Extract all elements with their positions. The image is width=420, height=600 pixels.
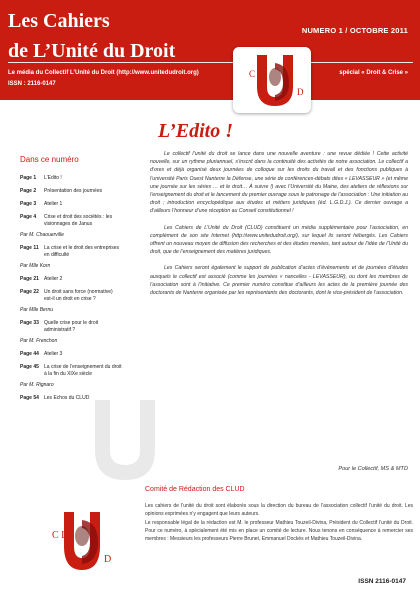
logo-watermark-icon: [70, 390, 170, 490]
toc-page-number: Page 45: [20, 364, 39, 370]
journal-title-line2: de L’Unité du Droit: [8, 40, 176, 62]
comite-paragraph: Les cahiers de l’unité du droit sont élaborés sous la direction du bureau de l’association collectif l’unité du droit. Les opinions exprimées n’y engagent que leurs auteurs.: [145, 503, 413, 517]
issue-label: NUMERO 1 / OCTOBRE 2011: [301, 26, 408, 35]
toc-list: [20, 175, 124, 408]
toc-item: [20, 276, 124, 283]
toc-entry-author: Par Mlle Korn: [20, 263, 51, 269]
header-issn: ISSN : 2116-0147: [8, 81, 56, 87]
edito-paragraph: Les Cahiers de L’Unité du Droit (CLUD) constituent un média supplémentaire pour l’association, en complément de son site Internet (http://www.unitedudroit.org/), sur lequel ils seront hébergés. Les Cahiers offrent un nouveau moyen de diffusion des recherches et des études menées, tant autour de l’idée de l’Unité du droit, que de l’enseignement des matières juridiques.: [150, 224, 408, 256]
logo-letter-c: C L: [249, 69, 263, 79]
toc-page-number: Page 4: [20, 214, 37, 220]
toc-entry-title: Quelle crise pour le droit administratif ?: [44, 320, 99, 333]
toc-item: [20, 351, 124, 358]
comite-paragraph: Le responsable légal de la rédaction est M. le professeur Mathieu Touzeil-Divina, Président du Collectif l’unité du Droit. Pour ce numéro, à spécialement été mis en place un comité de lecture. Nous tenons en conséquence à remercier ses membres : Messieurs les professeurs Pierre Brunet, Emmanuel Dockès et Mathieu Touzeil-Divina.: [145, 520, 413, 542]
toc-page-number: Page 2: [20, 188, 37, 194]
toc-entry-title: Atelier 3: [44, 351, 63, 357]
toc-entry-title: Atelier 1: [44, 201, 63, 207]
toc-entry-title: Présentation des journées: [44, 188, 103, 194]
journal-title-line1: Les Cahiers: [8, 10, 110, 32]
toc-item: [20, 289, 124, 314]
toc-heading: Dans ce numéro: [20, 155, 79, 164]
toc-entry-title: La crise de l’enseignement du droit à la fin du XIXe siècle: [44, 364, 122, 377]
toc-item: [20, 188, 124, 195]
toc-entry-title: Les Echos du CLUD: [44, 395, 90, 401]
toc-page-number: Page 33: [20, 320, 39, 326]
toc-item: [20, 320, 124, 345]
toc-entry-title: Atelier 2: [44, 276, 63, 282]
comite-title: Comité de Rédaction des CLUD: [145, 486, 245, 493]
header-tagline: Le média du Collectif L’Unité du Droit (http://www.unitedudroit.org): [8, 70, 199, 76]
clud-logo-bottom-icon: [44, 506, 114, 576]
toc-entry-title: La crise et le droit des entreprises en difficulté: [44, 245, 120, 258]
toc-page-number: Page 11: [20, 245, 39, 251]
comite-body: [145, 502, 413, 544]
toc-page-number: Page 54: [20, 395, 39, 401]
svg-text:D: D: [104, 554, 112, 565]
logo-letter-d: D: [297, 87, 304, 97]
toc-item: [20, 245, 124, 270]
special-issue-label: spécial « Droit & Crise »: [339, 70, 408, 76]
footer-issn: ISSN 2116-0147: [358, 578, 406, 585]
clud-logo: [233, 47, 311, 113]
toc-entry-title: Un droit sans force (normative) est-il un droit en crise ?: [44, 289, 113, 302]
header-divider: [8, 62, 413, 63]
toc-item: [20, 201, 124, 208]
toc-item: [20, 364, 124, 389]
toc-page-number: Page 1: [20, 175, 37, 181]
toc-entry-title: Crise et droit des sociétés : les visionnages de Janus: [44, 214, 113, 227]
toc-page-number: Page 22: [20, 289, 39, 295]
header-banner: [0, 0, 420, 100]
toc-page-number: Page 44: [20, 351, 39, 357]
toc-item: [20, 214, 124, 239]
toc-entry-author: Par Mlle Bernu: [20, 307, 54, 313]
toc-entry-author: Par M. Rignaro: [20, 382, 54, 388]
svg-text:C L: C L: [52, 530, 68, 541]
edito-signature: Pour le Collectif, MS & MTD: [338, 466, 408, 472]
edito-paragraph: Les Cahiers seront également le support de publication d’actes d’événements et de journées d’études auxquels le collectif est associé (comme les journées « nancelles - LEVASSEUR), ou dont les membres de l’association sont à l’initiative. Ce premier numéro constitue d’ailleurs les actes de la première journée des doctorants de Nanterre organisée par les représentants des doctorants, dont le vice-président de l’association.: [150, 265, 408, 297]
edito-paragraph: Le collectif l’unité du droit se lance dans une nouvelle aventure : une revue dédiée ! Cette activité nouvelle, sur un rythme pluriannuel, s’inscrit dans la continuité des activités de notre association. Le collectif a d’ores et déjà organisé deux journées de colloque sur les droits du travail et des fonctions publiques à l’université Paris Ouest Nanterre la Défense, une série de conférences-débats dites « LEVASSEUR » (et même une journée sur les séries … et le droit… À suivre !) avec l’Université du Maine, des ateliers de réflexions sur l’enseignement du droit et le lancement du premier ouvrage sous le patronage de l’association : Une initiation au droit ; introduction encyclopédique aux études et métiers juridiques (éd. L.G.D.J.). Ce dernier ouvrage a d’ailleurs l’honneur d’une réception au Conseil constitutionnel !: [150, 151, 408, 215]
toc-entry-author: Par M. Chaouerville: [20, 232, 64, 238]
toc-page-number: Page 3: [20, 201, 37, 207]
clud-logo-icon: [237, 51, 307, 109]
toc-entry-title: L’Edito !: [44, 175, 62, 181]
toc-entry-author: Par M. Frenchon: [20, 338, 58, 344]
toc-item: [20, 175, 124, 182]
edito-body: [150, 150, 408, 305]
toc-page-number: Page 21: [20, 276, 39, 282]
edito-title: L’Edito !: [158, 120, 234, 142]
